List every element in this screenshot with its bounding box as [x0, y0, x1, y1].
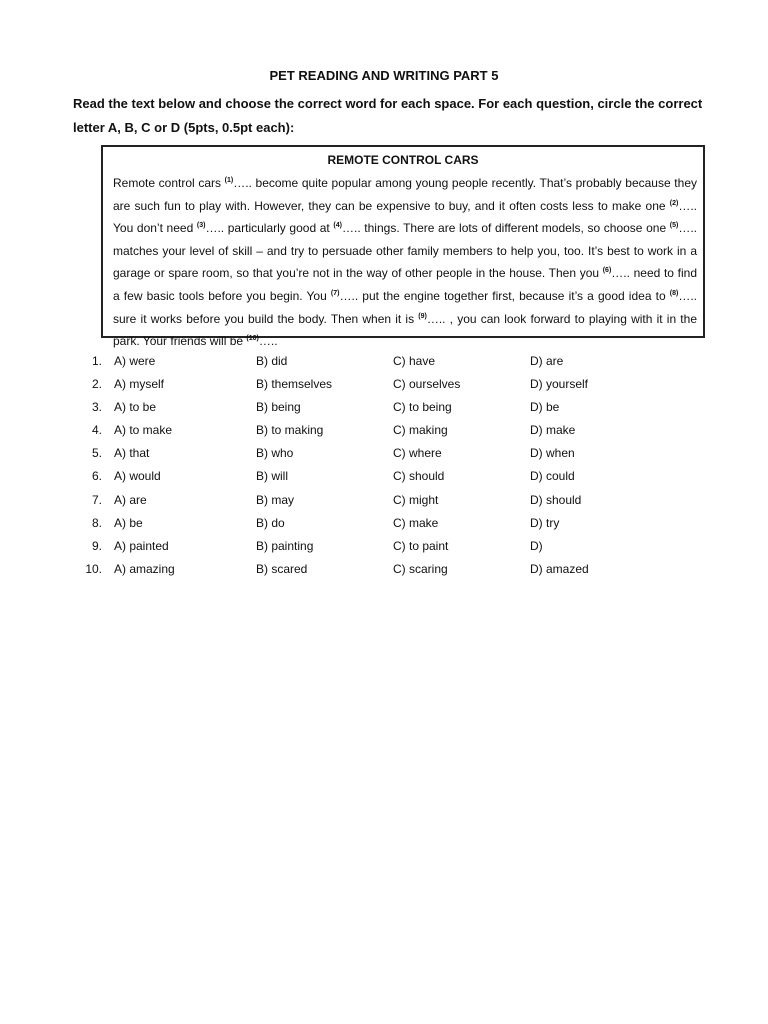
option-a[interactable]: A) be	[114, 515, 143, 530]
passage-title: REMOTE CONTROL CARS	[327, 153, 479, 167]
question-number: 10.	[85, 561, 102, 576]
option-a[interactable]: A) to make	[114, 423, 173, 438]
option-b[interactable]: B) who	[256, 446, 294, 461]
option-d[interactable]: D) are	[530, 354, 564, 368]
instructions: Read the text below and choose the correct word for each space. For each question, circle the correct letter A, B, C or D (5pts, 0.5pt each):	[73, 96, 703, 135]
question-row	[0, 396, 768, 419]
question-number: 5.	[91, 446, 102, 461]
passage-segment: ….. things. There are lots of different models, so choose one	[341, 221, 670, 236]
gap-number: (7)	[330, 289, 340, 297]
question-number: 6.	[91, 469, 102, 484]
question-row	[0, 419, 768, 442]
option-a[interactable]: A) would	[114, 469, 161, 484]
option-c[interactable]: C) making	[393, 423, 448, 438]
option-c[interactable]: C) to being	[393, 400, 452, 415]
passage-segment: ….. particularly good at	[205, 221, 334, 236]
question-number: 9.	[91, 538, 102, 553]
gap-number: (1)	[224, 177, 234, 184]
question-row	[0, 489, 768, 512]
question-number: 1.	[91, 354, 102, 368]
gap-number: (9)	[418, 312, 427, 320]
gap-number: (3)	[196, 222, 206, 230]
option-a[interactable]: A) to be	[114, 400, 157, 415]
gap-number: (5)	[669, 222, 679, 230]
option-d[interactable]: D) make	[530, 423, 576, 438]
gap-number: (10)	[246, 335, 259, 343]
option-a[interactable]: A) that	[114, 446, 150, 461]
passage-segment: Remote control cars	[113, 176, 225, 190]
passage-segment: ….. You don’t need	[113, 198, 697, 236]
question-number: 3.	[91, 400, 102, 415]
question-row	[0, 350, 768, 373]
option-b[interactable]: B) to making	[256, 423, 324, 438]
option-d[interactable]: D) be	[530, 400, 560, 415]
option-d[interactable]: D) amazed	[530, 561, 589, 576]
question-row	[0, 558, 768, 581]
passage-segment: ….. matches your level of skill – and try to persuade other family members to help you, too. It’s best to work in a garage or spare room, so that you’re not in the way of other people in the house. Then you	[113, 221, 698, 281]
option-a[interactable]: A) amazing	[114, 561, 175, 576]
option-a[interactable]: A) are	[114, 492, 147, 507]
passage-segment: ….. sure it works before you build the body. Then when it is	[113, 288, 698, 326]
question-row	[0, 465, 768, 488]
option-d[interactable]: D) try	[530, 515, 560, 530]
option-a[interactable]: A) were	[114, 354, 156, 368]
option-d[interactable]: D)	[530, 538, 543, 553]
option-d[interactable]: D) yourself	[530, 377, 589, 392]
option-d[interactable]: D) could	[530, 469, 575, 484]
option-b[interactable]: B) will	[256, 469, 288, 484]
option-a[interactable]: A) painted	[114, 538, 169, 553]
option-b[interactable]: B) being	[256, 400, 301, 415]
passage-box	[101, 145, 705, 349]
passage-segment: ….. , you can look forward to playing with it in the park. Your friends will be	[113, 311, 697, 349]
option-c[interactable]: C) should	[393, 469, 445, 484]
option-b[interactable]: B) scared	[256, 561, 308, 576]
question-number: 4.	[91, 423, 102, 438]
passage-text	[113, 172, 697, 353]
option-c[interactable]: C) ourselves	[393, 377, 461, 392]
gap-number: (2)	[669, 199, 679, 207]
page-title: PET READING AND WRITING PART 5	[269, 68, 499, 83]
option-d[interactable]: D) when	[530, 446, 575, 461]
option-a[interactable]: A) myself	[114, 377, 165, 392]
passage-segment: …..	[258, 334, 278, 349]
option-b[interactable]: B) did	[256, 354, 288, 368]
passage-segment: ….. become quite popular among young people recently. That’s probably because they are such fun to play with. However, they can be expensive to buy, and it often costs less to make one	[113, 176, 697, 213]
question-number: 2.	[91, 377, 102, 392]
option-c[interactable]: C) have	[393, 354, 436, 368]
option-c[interactable]: C) to paint	[393, 538, 449, 553]
passage-segment: ….. need to find a few basic tools before you begin. You	[113, 266, 697, 303]
option-c[interactable]: C) make	[393, 515, 439, 530]
gap-number: (6)	[602, 267, 612, 275]
question-row	[0, 373, 768, 396]
question-row	[0, 535, 768, 558]
option-b[interactable]: B) may	[256, 492, 295, 507]
option-c[interactable]: C) scaring	[393, 561, 448, 576]
question-row	[0, 442, 768, 465]
question-number: 8.	[91, 515, 102, 530]
option-b[interactable]: B) do	[256, 515, 285, 530]
question-list	[0, 350, 768, 581]
option-c[interactable]: C) where	[393, 446, 442, 461]
option-b[interactable]: B) themselves	[256, 377, 333, 392]
gap-number: (8)	[669, 289, 679, 297]
option-c[interactable]: C) might	[393, 492, 439, 507]
passage-segment: ….. put the engine together first, because it’s a good idea to	[339, 288, 670, 303]
gap-number: (4)	[333, 222, 342, 230]
question-row	[0, 512, 768, 535]
option-b[interactable]: B) painting	[256, 538, 314, 553]
option-d[interactable]: D) should	[530, 492, 582, 507]
question-number: 7.	[91, 492, 102, 507]
